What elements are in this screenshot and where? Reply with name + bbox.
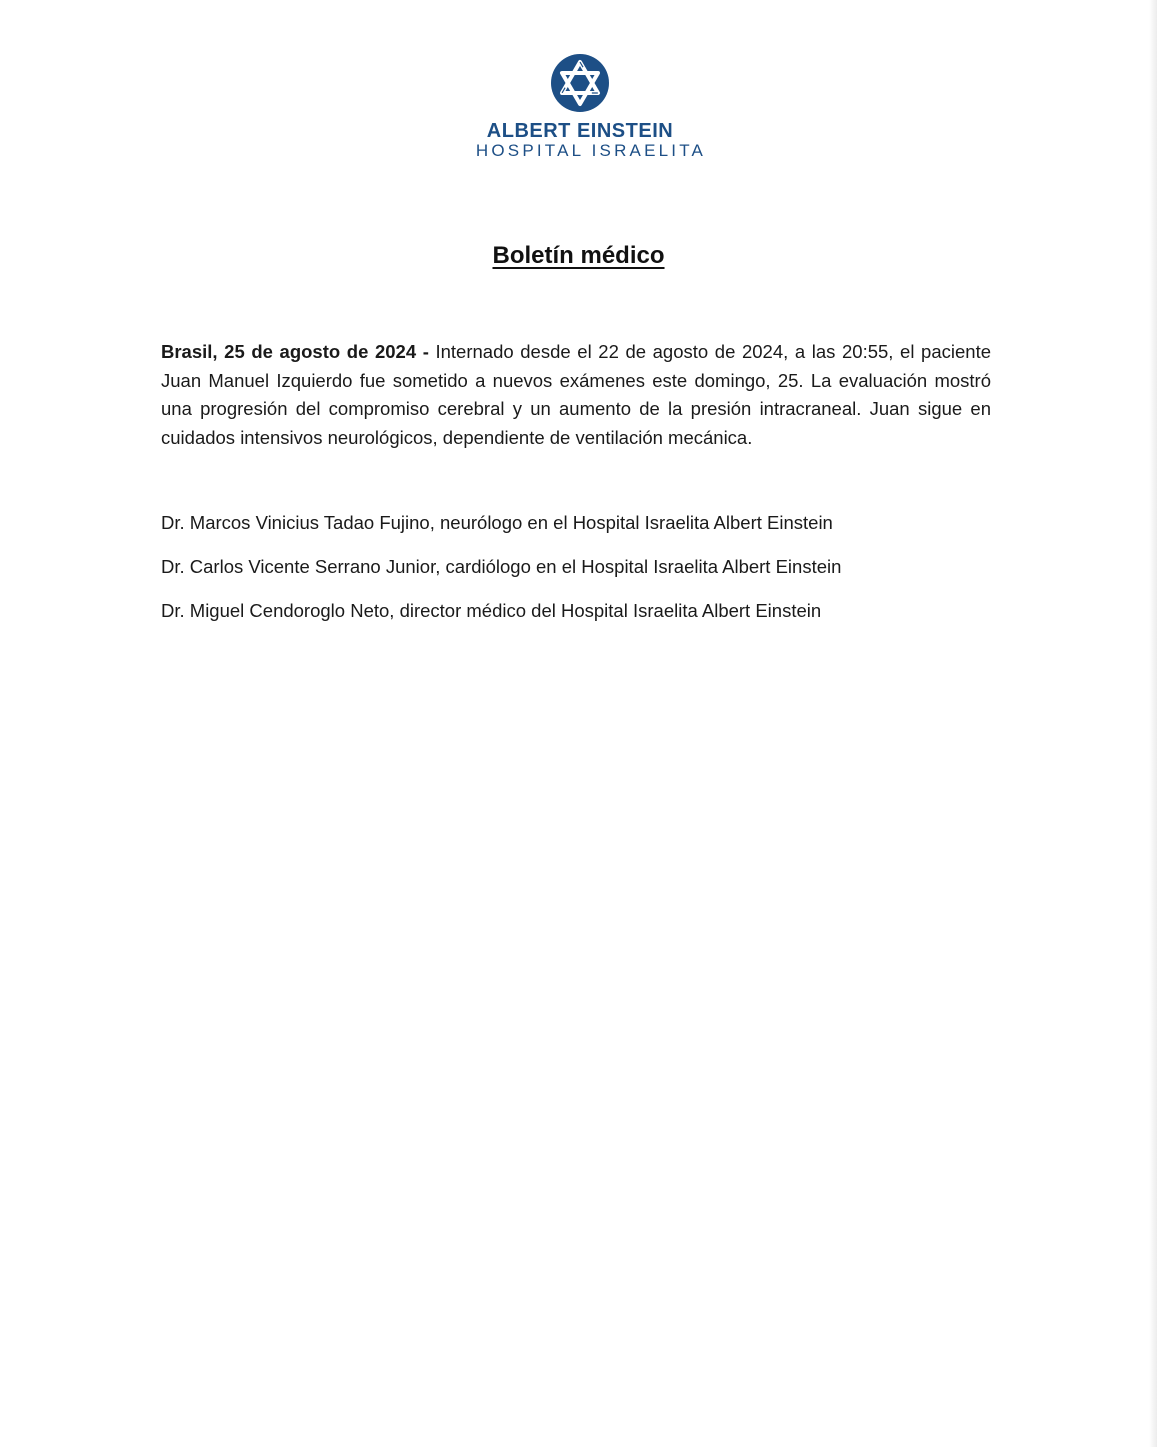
logo-subtitle: HOSPITAL ISRAELITA <box>475 141 707 160</box>
signature-line: Dr. Miguel Cendoroglo Neto, director médico del Hospital Israelita Albert Einstein <box>161 600 822 621</box>
signature-line: Dr. Carlos Vicente Serrano Junior, cardiólogo en el Hospital Israelita Albert Einstein <box>161 556 842 577</box>
logo-name: ALBERT EINSTEIN <box>486 120 674 142</box>
dateline: Brasil, 25 de agosto de 2024 - <box>161 341 429 362</box>
bulletin-paragraph <box>161 338 991 452</box>
bulletin-text: Internado desde el 22 de agosto de 2024, a las 20:55, el paciente Juan Manuel Izquierdo fue sometido a nuevos exámenes este domingo, 25. La evaluación mostró una progresión del compromiso cerebral y un aumento de la presión intracraneal. Juan sigue en cuidados intensivos neurológicos, dependiente de ventilación mecánica. <box>161 341 991 448</box>
page-edge-shadow <box>1149 0 1157 1447</box>
signatures-block <box>161 509 1061 641</box>
star-of-david-icon <box>549 52 611 114</box>
hospital-logo <box>440 52 720 160</box>
document-title: Boletín médico <box>492 242 665 269</box>
signature-line: Dr. Marcos Vinicius Tadao Fujino, neurólogo en el Hospital Israelita Albert Einstein <box>161 512 833 533</box>
